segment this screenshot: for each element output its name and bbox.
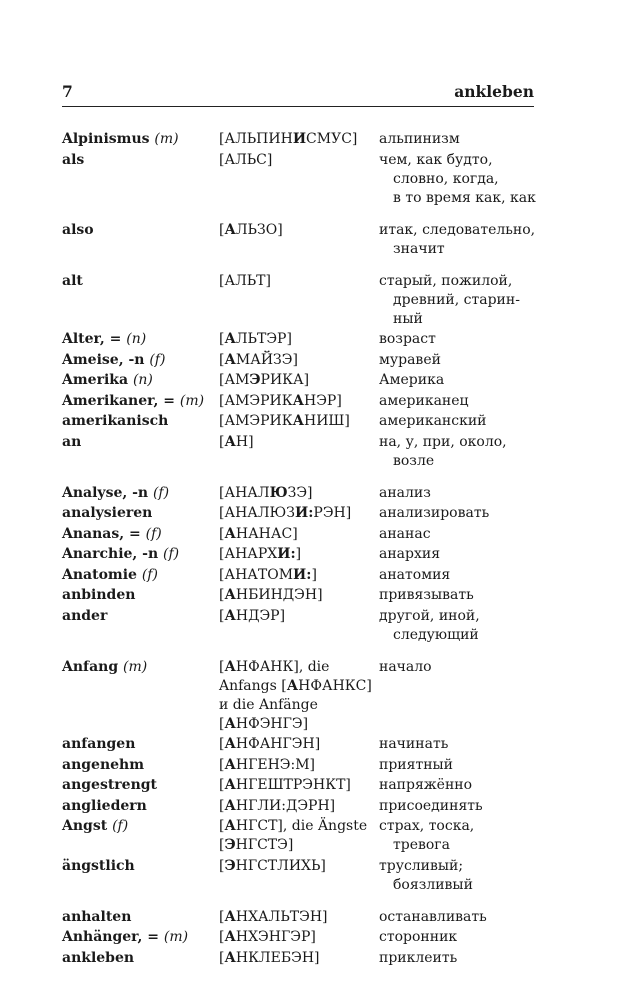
headword-text: ankleben <box>62 949 135 966</box>
dictionary-entry <box>62 504 542 523</box>
transcription-part: Н] <box>235 433 254 450</box>
transcription <box>219 586 379 605</box>
headword-text: Alpinismus <box>62 131 150 147</box>
translation <box>379 151 542 208</box>
grammar-note: (f) <box>112 818 129 834</box>
transcription-part: [ <box>219 525 225 542</box>
grammar-note: (f) <box>152 484 170 501</box>
transcription <box>219 658 379 734</box>
transcription <box>219 433 379 452</box>
dictionary-entry <box>62 586 542 605</box>
headword-text: ander <box>62 607 108 624</box>
transcription <box>219 756 379 775</box>
stress-mark: И <box>292 131 307 147</box>
headword-text: Amerikaner, = <box>62 392 175 409</box>
transcription-part: НДЭР] <box>235 607 286 624</box>
stress-mark: А <box>286 677 299 694</box>
dictionary-entry <box>62 735 542 754</box>
translation-line: возле <box>393 452 435 469</box>
headword <box>62 433 219 452</box>
headword-text: angestrengt <box>62 777 158 793</box>
transcription-part: [АМЭРИК <box>219 413 293 429</box>
headword <box>62 817 219 836</box>
translation <box>379 221 542 259</box>
transcription <box>219 949 379 968</box>
grammar-note: (n) <box>132 372 153 388</box>
stress-mark: И: <box>277 546 296 562</box>
headword <box>62 484 219 503</box>
transcription <box>219 525 379 544</box>
transcription <box>219 797 379 816</box>
headword <box>62 586 219 605</box>
page-number: 7 <box>62 82 73 101</box>
translation-line: на, у, при, около, <box>379 433 507 450</box>
translation-line: начинать <box>379 736 449 752</box>
stress-mark: А <box>224 525 236 542</box>
dictionary-entry <box>62 607 542 645</box>
transcription <box>219 371 379 390</box>
transcription-part: [ <box>219 658 225 675</box>
grammar-note: (f) <box>149 351 166 368</box>
headword <box>62 797 219 816</box>
headword <box>62 756 219 775</box>
transcription-part: ] <box>295 546 302 562</box>
stress-mark: А <box>224 607 236 624</box>
transcription <box>219 151 379 170</box>
stress-mark: А <box>224 756 236 773</box>
translation <box>379 776 542 795</box>
transcription-part: ] <box>311 566 317 583</box>
stress-mark: Э <box>249 372 261 388</box>
transcription-part: НХЭНГЭР] <box>235 929 316 945</box>
transcription-part: НГЕШТРЭНКТ] <box>235 777 351 793</box>
translation-line: другой, иной, <box>379 607 480 624</box>
transcription <box>219 392 379 411</box>
translation <box>379 351 542 370</box>
headword-text: Angst <box>62 818 108 834</box>
dictionary-entry <box>62 525 542 544</box>
dictionary-entry <box>62 949 542 968</box>
stress-mark: А <box>224 658 236 675</box>
grammar-note: (m) <box>163 929 189 945</box>
transcription-part: [АЛЬПИН <box>219 131 293 147</box>
transcription <box>219 484 379 503</box>
translation <box>379 586 542 605</box>
transcription-part: НФАНКС] и die Anfänge [ <box>219 677 372 732</box>
transcription-part: [ <box>219 818 225 834</box>
headword-text: Anarchie, -n <box>62 546 159 562</box>
headword-text: Anfang <box>62 658 119 675</box>
translation-line: анархия <box>379 546 441 562</box>
transcription-part: ЗЭ] <box>287 484 313 501</box>
dictionary-entry <box>62 130 542 149</box>
headword-text: ängstlich <box>62 857 135 874</box>
transcription-part: [ <box>219 929 225 945</box>
transcription-part: ЛЬЗО] <box>235 221 283 238</box>
translation <box>379 433 542 471</box>
transcription-part: НФАНК], die Anfangs [ <box>219 658 330 694</box>
headword <box>62 658 219 677</box>
transcription-part: [ <box>219 221 225 238</box>
transcription <box>219 330 379 349</box>
translation <box>379 607 542 645</box>
translation-line: Америка <box>379 372 445 388</box>
transcription-part: [ <box>219 777 225 793</box>
headword-text: Anhänger, = <box>62 929 160 945</box>
translation-line: тревога <box>393 837 450 853</box>
headword-text: Anatomie <box>62 566 137 583</box>
transcription <box>219 908 379 927</box>
dictionary-entry <box>62 658 542 734</box>
stress-mark: Э <box>224 857 236 874</box>
headword-text: analysieren <box>62 505 153 521</box>
headword <box>62 949 219 968</box>
running-head: ankleben <box>454 82 534 101</box>
translation-line: американский <box>379 413 487 429</box>
transcription-part: [ <box>219 908 225 925</box>
transcription <box>219 566 379 585</box>
headword-text: Ameise, -n <box>62 351 145 368</box>
translation-line: ананас <box>379 525 431 542</box>
dictionary-entry <box>62 817 542 855</box>
dictionary-entries <box>62 130 542 968</box>
transcription-part: [АНАТОМ <box>219 566 294 583</box>
translation <box>379 330 542 349</box>
headword <box>62 272 219 291</box>
translation-line: анализ <box>379 484 431 501</box>
transcription <box>219 928 379 947</box>
transcription-part: НЭР] <box>303 392 342 409</box>
grammar-note: (f) <box>163 546 180 562</box>
headword <box>62 566 219 585</box>
headword-text: Ananas, = <box>62 525 141 542</box>
translation-line: американец <box>379 392 469 409</box>
translation-line: древний, старин- <box>393 291 520 308</box>
stress-mark: А <box>224 715 236 732</box>
translation-line: сторонник <box>379 929 458 945</box>
stress-mark: А <box>224 331 236 347</box>
headword-text: amerikanisch <box>62 413 169 429</box>
transcription-part: НАНАС] <box>235 525 298 542</box>
transcription-part: НКЛЕБЭН] <box>235 949 320 966</box>
headword <box>62 330 219 349</box>
transcription <box>219 130 379 149</box>
grammar-note: (f) <box>145 525 162 542</box>
translation-line: альпинизм <box>379 131 460 147</box>
transcription-part: НГЛИ:ДЭРН] <box>235 797 336 814</box>
headword <box>62 504 219 523</box>
transcription-part: [ <box>219 736 225 752</box>
headword-text: an <box>62 433 82 450</box>
headword-text: also <box>62 221 94 238</box>
translation-line: ный <box>393 310 423 327</box>
translation-line: словно, когда, <box>393 170 499 187</box>
translation <box>379 272 542 329</box>
transcription-part: НГСТЭ] <box>235 837 294 853</box>
dictionary-entry <box>62 484 542 503</box>
dictionary-entry <box>62 908 542 927</box>
dictionary-entry <box>62 566 542 585</box>
translation <box>379 130 542 149</box>
dictionary-entry <box>62 151 542 208</box>
transcription-part: НХАЛЬТЭН] <box>235 908 328 925</box>
dictionary-entry <box>62 433 542 471</box>
stress-mark: А <box>224 929 236 945</box>
headword-text: Alter, = <box>62 331 122 347</box>
translation <box>379 857 542 895</box>
dictionary-entry <box>62 330 542 349</box>
translation <box>379 566 542 585</box>
translation <box>379 756 542 775</box>
grammar-note: (m) <box>122 658 148 675</box>
translation <box>379 371 542 390</box>
transcription-part: [АНАЛ <box>219 484 270 501</box>
headword <box>62 351 219 370</box>
translation-line: анатомия <box>379 566 451 583</box>
translation-line: напряжённо <box>379 777 473 793</box>
translation-line: приятный <box>379 756 454 773</box>
transcription-part: [АНАРХ <box>219 546 278 562</box>
translation-line: в то время как, как <box>393 189 536 206</box>
translation-line: значит <box>393 240 445 257</box>
headword-text: anfangen <box>62 736 136 752</box>
stress-mark: А <box>224 736 236 752</box>
dictionary-entry <box>62 776 542 795</box>
headword <box>62 545 219 564</box>
translation <box>379 735 542 754</box>
headword <box>62 607 219 626</box>
stress-mark: А <box>292 392 304 409</box>
headword <box>62 776 219 795</box>
transcription-part: [ <box>219 607 225 624</box>
headword <box>62 525 219 544</box>
stress-mark: А <box>224 777 236 793</box>
translation-line: трусливый; <box>379 857 464 874</box>
translation <box>379 817 542 855</box>
page-header <box>62 82 534 107</box>
headword-text: Amerika <box>62 372 129 388</box>
headword <box>62 221 219 240</box>
headword <box>62 928 219 947</box>
translation <box>379 545 542 564</box>
stress-mark: Ю <box>269 484 288 501</box>
dictionary-entry <box>62 797 542 816</box>
transcription-part: [ <box>219 797 225 814</box>
grammar-note: (n) <box>126 331 147 347</box>
dictionary-entry <box>62 351 542 370</box>
headword <box>62 130 219 149</box>
transcription-part: СМУС] <box>306 131 358 147</box>
transcription-part: МАЙЗЭ] <box>235 351 298 368</box>
translation <box>379 797 542 816</box>
transcription-part: НБИНДЭН] <box>235 587 323 603</box>
transcription-part: [АНАЛЮЗ <box>219 505 295 521</box>
headword-text: angliedern <box>62 797 147 814</box>
stress-mark: А <box>224 818 236 834</box>
transcription-part: РЭН] <box>313 505 352 521</box>
translation-line: чем, как будто, <box>379 151 493 168</box>
stress-mark: И: <box>295 505 314 521</box>
dictionary-entry <box>62 392 542 411</box>
translation <box>379 504 542 523</box>
translation-line: следующий <box>393 626 479 643</box>
headword-text: anbinden <box>62 587 136 603</box>
translation-line: возраст <box>379 331 436 347</box>
translation-line: привязывать <box>379 587 474 603</box>
stress-mark: А <box>224 351 236 368</box>
stress-mark: А <box>292 413 304 429</box>
transcription-part: НГСТ], die Ängste [ <box>219 818 368 853</box>
dictionary-entry <box>62 221 542 259</box>
transcription <box>219 776 379 795</box>
translation <box>379 928 542 947</box>
translation-line: итак, следовательно, <box>379 221 536 238</box>
headword <box>62 151 219 170</box>
headword <box>62 857 219 876</box>
translation-line: начало <box>379 658 432 675</box>
transcription-part: РИКА] <box>260 372 310 388</box>
transcription <box>219 545 379 564</box>
headword-text: alt <box>62 272 83 289</box>
transcription-part: НФАНГЭН] <box>235 736 321 752</box>
transcription <box>219 351 379 370</box>
stress-mark: А <box>224 433 236 450</box>
transcription-part: [ <box>219 857 225 874</box>
stress-mark: И: <box>293 566 312 583</box>
dictionary-entry <box>62 928 542 947</box>
translation <box>379 525 542 544</box>
headword <box>62 908 219 927</box>
transcription-part: ЛЬТЭР] <box>235 331 292 347</box>
translation-line: присоединять <box>379 797 483 814</box>
transcription-part: [ <box>219 587 225 603</box>
dictionary-entry <box>62 412 542 431</box>
grammar-note: (f) <box>141 566 158 583</box>
headword-text: Analyse, -n <box>62 484 149 501</box>
transcription <box>219 607 379 626</box>
translation-line: останавливать <box>379 908 487 925</box>
grammar-note: (m) <box>179 392 205 409</box>
transcription <box>219 857 379 876</box>
transcription-part: [ <box>219 331 225 347</box>
transcription <box>219 735 379 754</box>
transcription-part: [АМ <box>219 372 250 388</box>
translation-line: анализировать <box>379 505 490 521</box>
dictionary-entry <box>62 545 542 564</box>
transcription-part: [АМЭРИК <box>219 392 293 409</box>
grammar-note: (m) <box>154 131 179 147</box>
stress-mark: А <box>224 797 236 814</box>
transcription-part: [ <box>219 433 225 450</box>
translation-line: страх, тоска, <box>379 818 475 834</box>
transcription-part: НГСТЛИХЬ] <box>235 857 326 874</box>
dictionary-entry <box>62 857 542 895</box>
dictionary-entry <box>62 272 542 329</box>
translation-line: старый, пожилой, <box>379 272 513 289</box>
transcription <box>219 412 379 431</box>
translation <box>379 484 542 503</box>
headword <box>62 392 219 411</box>
stress-mark: А <box>224 587 236 603</box>
headword-text: als <box>62 151 85 168</box>
headword <box>62 412 219 431</box>
transcription-part: [ <box>219 351 225 368</box>
stress-mark: Э <box>224 837 236 853</box>
headword-text: anhalten <box>62 908 132 925</box>
dictionary-entry <box>62 371 542 390</box>
transcription-part: [ <box>219 756 225 773</box>
stress-mark: А <box>224 221 236 238</box>
transcription-part: НГЕНЭ:М] <box>235 756 316 773</box>
transcription-part: НФЭНГЭ] <box>235 715 309 732</box>
headword <box>62 371 219 390</box>
transcription-part: [АЛЬС] <box>219 151 273 168</box>
transcription-part: [АЛЬТ] <box>219 272 271 289</box>
translation <box>379 658 542 677</box>
translation <box>379 392 542 411</box>
transcription <box>219 817 379 855</box>
dictionary-entry <box>62 756 542 775</box>
stress-mark: А <box>224 949 236 966</box>
translation <box>379 949 542 968</box>
translation-line: боязливый <box>393 876 473 893</box>
translation <box>379 412 542 431</box>
translation-line: приклеить <box>379 949 458 966</box>
transcription-part: [ <box>219 949 225 966</box>
transcription <box>219 272 379 291</box>
headword-text: angenehm <box>62 756 145 773</box>
transcription <box>219 504 379 523</box>
translation-line: муравей <box>379 351 441 368</box>
stress-mark: А <box>224 908 236 925</box>
headword <box>62 735 219 754</box>
transcription <box>219 221 379 240</box>
transcription-part: НИШ] <box>303 413 350 429</box>
translation <box>379 908 542 927</box>
